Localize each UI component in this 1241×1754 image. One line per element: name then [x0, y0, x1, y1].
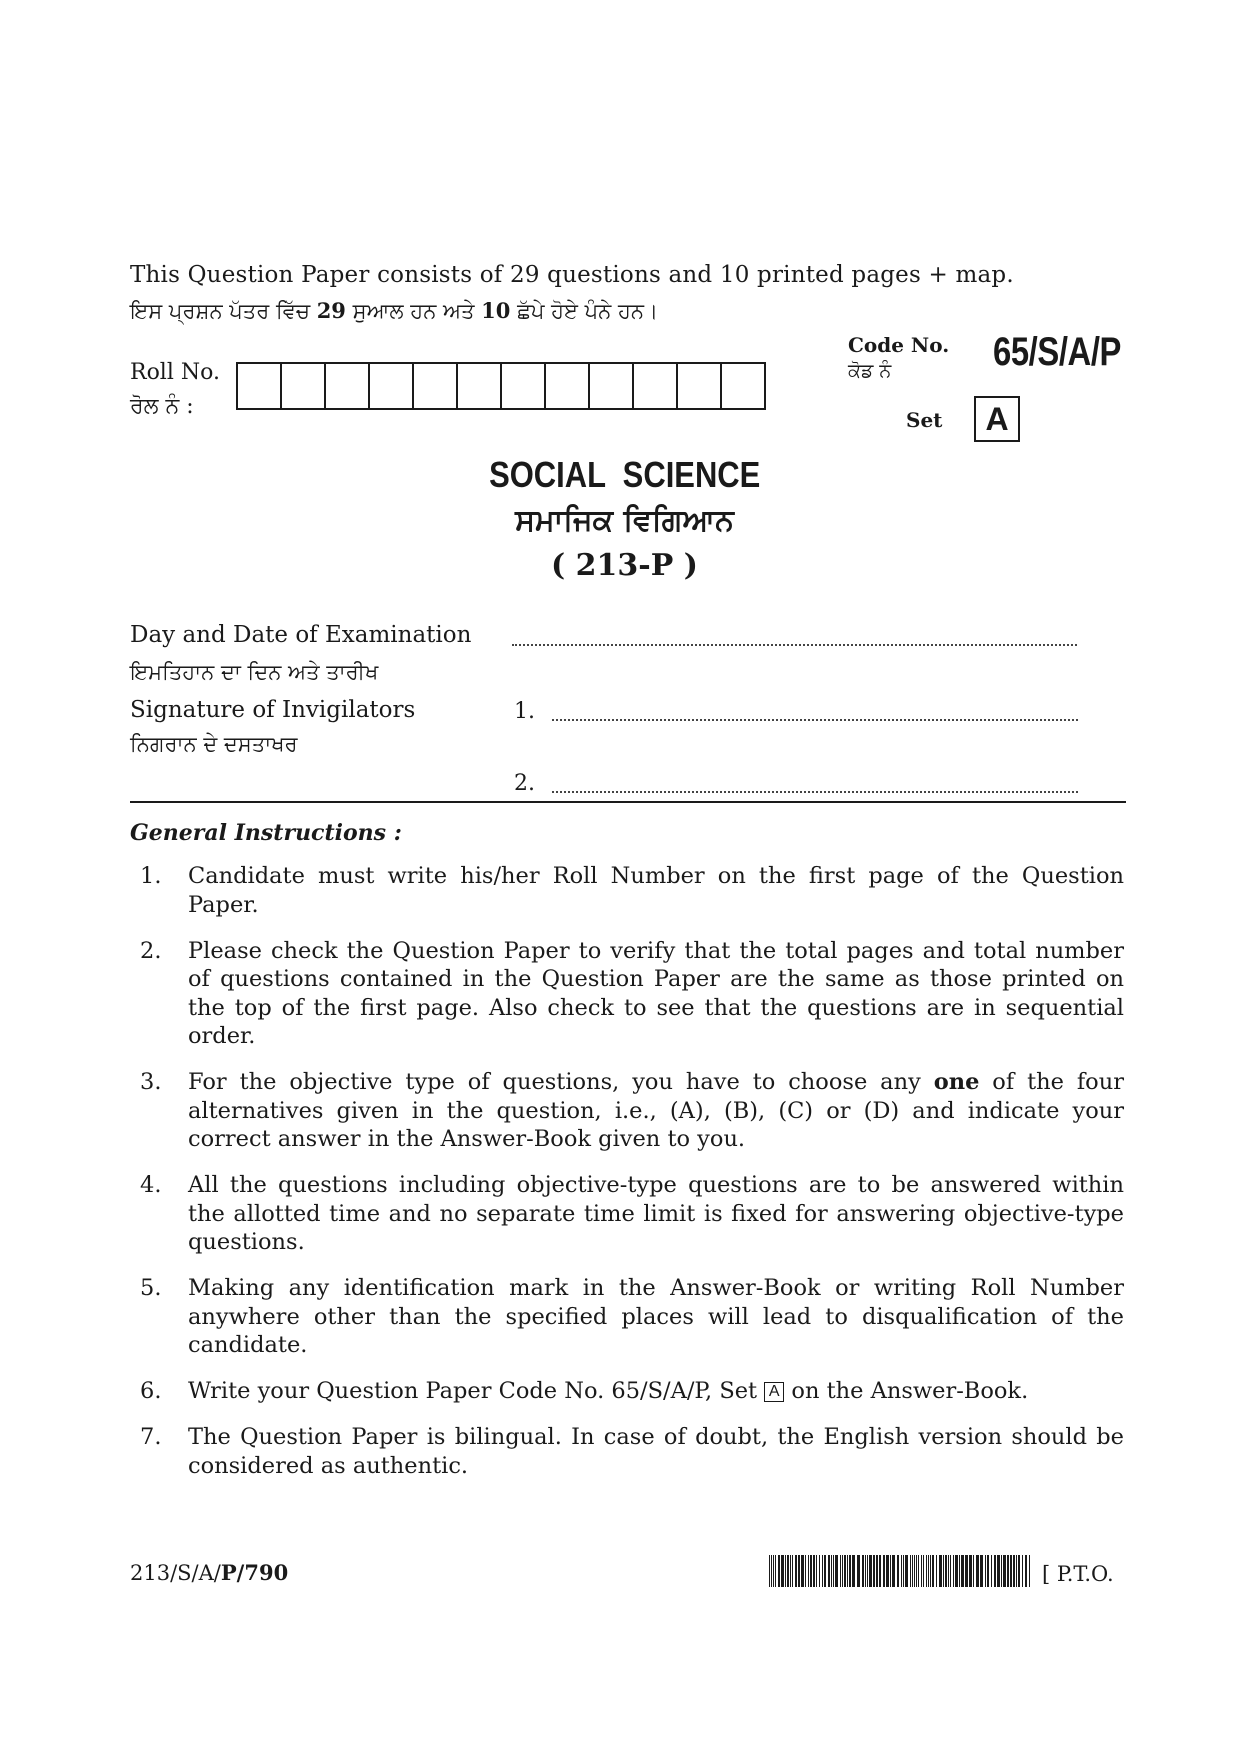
instruction-text: All the questions including objective-type questions are to be answered within the allotted time and no separate time limit is fixed for answering objective-type questions.: [188, 1172, 1124, 1255]
barcode-bar: [798, 1555, 800, 1587]
roll-number-box: [456, 364, 500, 408]
instruction-item: [140, 937, 1124, 1051]
instruction-text: Making any identification mark in the Answer-Book or writing Roll Number anywhere other than the specified places will lead to disqualification of the candidate.: [188, 1275, 1124, 1358]
subject-title-english: [0, 454, 1241, 496]
instruction-item: [140, 1377, 1124, 1406]
roll-number-box: [238, 364, 280, 408]
barcode-bar: [950, 1555, 951, 1587]
barcode-bar: [892, 1555, 895, 1587]
instruction-text: Please check the Question Paper to verify that the total pages and total number of questions contained in the Question Paper are the same as those printed on the top of the first page. Also check to see that the questions are in sequential order.: [188, 937, 1124, 1049]
barcode-bar: [857, 1555, 860, 1587]
roll-number-box: [588, 364, 632, 408]
footer-code-sep: /: [236, 1560, 245, 1585]
intro-pa-mid: ਸੁਆਲ ਹਨ ਅਤੇ: [345, 299, 482, 323]
barcode-bar: [969, 1555, 972, 1587]
barcode-bar: [847, 1555, 848, 1587]
instruction-number: 4.: [140, 1172, 162, 1198]
subject-title-punjabi: ਸਮਾਜਿਕ ਵਿਗਿਆਨ: [515, 503, 734, 538]
barcode-bar: [926, 1555, 927, 1587]
set-value-box: A: [974, 396, 1020, 442]
barcode-bar: [921, 1555, 922, 1587]
set-boxed-inline: A: [764, 1382, 784, 1402]
barcode-bar: [852, 1555, 855, 1587]
barcode-bar: [916, 1555, 917, 1587]
barcode-bar: [965, 1555, 968, 1587]
barcode-bar: [795, 1555, 797, 1587]
footer-code-pre: 213/S/A/: [130, 1561, 221, 1585]
roll-number-box: [720, 364, 764, 408]
roll-number-boxes: [236, 362, 766, 410]
roll-number-box: [324, 364, 368, 408]
barcode-bar: [928, 1555, 929, 1587]
barcode-bar: [862, 1555, 864, 1587]
barcode-bar: [805, 1555, 806, 1587]
instructions-list: [140, 862, 1124, 1498]
intro-pa-questions: 29: [316, 298, 346, 323]
roll-number-box: [632, 364, 676, 408]
barcode-bar: [790, 1555, 791, 1587]
roll-number-box: [368, 364, 412, 408]
barcode-bar: [1007, 1555, 1009, 1587]
roll-number-box: [280, 364, 324, 408]
barcode-bar: [1013, 1555, 1015, 1587]
barcode-bar: [987, 1555, 989, 1587]
instruction-text-bold: one: [933, 1069, 980, 1095]
barcode-bar: [903, 1555, 904, 1587]
barcode-bar: [831, 1555, 832, 1587]
barcode-bar: [991, 1555, 992, 1587]
barcode-bar: [914, 1555, 915, 1587]
barcode-bar: [905, 1555, 908, 1587]
barcode-bar: [781, 1555, 784, 1587]
intro-pa-post: ਛੱਪੇ ਹੋਏ ਪੰਨੇ ਹਨ।: [510, 299, 659, 323]
instruction-number: 6.: [140, 1378, 162, 1404]
code-number-value: 65/S/A/P: [993, 330, 1121, 374]
instruction-text: [188, 1068, 1124, 1154]
barcode-bar: [819, 1555, 820, 1587]
barcode-bar: [985, 1555, 986, 1587]
barcode-bar: [959, 1555, 960, 1587]
instruction-number: 3.: [140, 1069, 162, 1095]
barcode-bar: [918, 1555, 919, 1587]
barcode-bar: [785, 1555, 786, 1587]
barcode-bar: [883, 1555, 885, 1587]
instruction-number: 5.: [140, 1275, 162, 1301]
barcode-bar: [1010, 1555, 1012, 1587]
barcode-bar: [1016, 1555, 1017, 1587]
barcode-bar: [945, 1555, 947, 1587]
instruction-number: 7.: [140, 1424, 162, 1450]
barcode-bar: [822, 1555, 823, 1587]
barcode-bar: [936, 1555, 937, 1587]
instruction-text: [188, 1377, 1124, 1406]
roll-number-box: [676, 364, 720, 408]
instruction-text: The Question Paper is bilingual. In case of doubt, the English version should be considered as authentic.: [188, 1424, 1124, 1479]
barcode-bar: [833, 1555, 834, 1587]
instruction-text-post: on the Answer-Book.: [784, 1378, 1029, 1404]
barcode-bar: [1001, 1555, 1002, 1587]
barcode-bar: [773, 1555, 774, 1587]
barcode-bar: [840, 1555, 841, 1587]
subject-code: ( 213-P ): [551, 548, 698, 583]
instruction-number: 1.: [140, 863, 162, 889]
barcode-bar: [948, 1555, 949, 1587]
instruction-text-pre: For the objective type of questions, you have to choose any: [188, 1069, 934, 1095]
barcode-bar: [930, 1555, 931, 1587]
barcode-bar: [879, 1555, 881, 1587]
barcode-bar: [994, 1555, 996, 1587]
footer-code-num: 790: [244, 1560, 289, 1585]
instruction-number: 2.: [140, 937, 162, 964]
code-label-pa: ਕੋਡ ਨੰ: [848, 360, 892, 382]
barcode-bar: [865, 1555, 866, 1587]
barcode-bar: [1003, 1555, 1006, 1587]
barcode-bar: [897, 1555, 899, 1587]
invigilator-sign-label-en: Signature of Invigilators: [130, 697, 416, 723]
footer-code-p: P: [220, 1560, 237, 1585]
footer-paper-code: [130, 1560, 288, 1585]
code-label-en: Code No.: [848, 333, 950, 357]
barcode-bar: [923, 1555, 924, 1587]
barcode-bar: [813, 1555, 815, 1587]
barcode-bar: [961, 1555, 964, 1587]
barcode-bar: [1025, 1555, 1027, 1587]
exam-date-label-en: Day and Date of Examination: [130, 622, 472, 648]
invigilator-sign-label-pa: ਨਿਗਰਾਨ ਦੇ ਦਸਤਾਖਰ: [130, 732, 298, 756]
barcode-bar: [842, 1555, 843, 1587]
barcode-bar: [932, 1555, 934, 1587]
barcode-bar: [869, 1555, 872, 1587]
invigilator-1-number: 1.: [514, 699, 535, 724]
exam-date-label-pa: ਇਮਤਿਹਾਨ ਦਾ ਦਿਨ ਅਤੇ ਤਾਰੀਖ: [130, 660, 379, 684]
subject-title-text: SOCIAL SCIENCE: [488, 454, 761, 495]
barcode-bar: [1022, 1555, 1023, 1587]
barcode-bar: [953, 1555, 954, 1587]
barcode-bar: [912, 1555, 913, 1587]
barcode-bar: [1029, 1555, 1030, 1587]
instruction-text-pre: Write your Question Paper Code No. 65/S/A/P, Set: [188, 1378, 765, 1404]
barcode-bar: [775, 1555, 776, 1587]
instruction-item: [140, 1068, 1124, 1154]
barcode-bar: [976, 1555, 979, 1587]
barcode-bar: [997, 1555, 1000, 1587]
barcode-bar: [771, 1555, 772, 1587]
instruction-item: [140, 1274, 1124, 1360]
invigilator-2-number: 2.: [514, 771, 535, 796]
barcode-bar: [828, 1555, 830, 1587]
barcode-bar: [844, 1555, 846, 1587]
exam-date-dotted-line: [512, 644, 1077, 646]
barcode-bar: [876, 1555, 878, 1587]
roll-label-en: Roll No.: [130, 360, 220, 385]
barcode-bar: [816, 1555, 817, 1587]
roll-number-label: [130, 356, 220, 424]
instruction-item: [140, 1423, 1124, 1480]
barcode-bar: [778, 1555, 780, 1587]
barcode-bar: [886, 1555, 889, 1587]
invigilator-1-dotted-line: [552, 719, 1078, 721]
barcode-bar: [801, 1555, 804, 1587]
barcode-bar: [810, 1555, 812, 1587]
intro-text-punjabi: [130, 298, 658, 324]
barcode-bar: [769, 1555, 770, 1587]
barcode-bar: [867, 1555, 868, 1587]
intro-pa-pages: 10: [481, 298, 511, 323]
barcode-bar: [835, 1555, 838, 1587]
roll-number-box: [500, 364, 544, 408]
barcode-bar: [792, 1555, 793, 1587]
barcode-bar: [873, 1555, 875, 1587]
barcode-bar: [955, 1555, 958, 1587]
code-number-label: [848, 332, 949, 384]
barcode-bar: [849, 1555, 851, 1587]
barcode-bar: [901, 1555, 902, 1587]
roll-number-box: [544, 364, 588, 408]
set-label: Set: [906, 408, 943, 432]
barcode-bar: [1018, 1555, 1020, 1587]
barcode-bar: [787, 1555, 789, 1587]
instruction-item: [140, 862, 1124, 919]
barcode-bar: [939, 1555, 942, 1587]
header-divider: [130, 801, 1126, 803]
invigilator-2-dotted-line: [552, 791, 1078, 793]
barcode-bar: [973, 1555, 974, 1587]
barcode: [769, 1555, 1031, 1587]
instructions-heading: General Instructions :: [130, 820, 402, 846]
roll-label-pa: ਰੋਲ ਨੰ :: [130, 394, 194, 419]
barcode-bar: [910, 1555, 911, 1587]
instruction-text-post: of the four alternatives given in the question, i.e., (A), (B), (C) or (D) and indicate your correct answer in the Answer-Book given to you.: [188, 1069, 1124, 1152]
barcode-bar: [980, 1555, 983, 1587]
barcode-bar: [943, 1555, 944, 1587]
instruction-item: [140, 1171, 1124, 1257]
instruction-text: Candidate must write his/her Roll Number on the first page of the Question Paper.: [188, 863, 1124, 918]
barcode-bar: [808, 1555, 809, 1587]
intro-pa-pre: ਇਸ ਪ੍ਰਸ਼ਨ ਪੱਤਰ ਵਿੱਚ: [130, 299, 317, 323]
intro-text-english: This Question Paper consists of 29 questions and 10 printed pages + map.: [130, 262, 1014, 288]
barcode-bar: [824, 1555, 826, 1587]
pto-marker: [ P.T.O.: [1042, 1562, 1114, 1586]
roll-number-box: [412, 364, 456, 408]
barcode-bar: [890, 1555, 891, 1587]
